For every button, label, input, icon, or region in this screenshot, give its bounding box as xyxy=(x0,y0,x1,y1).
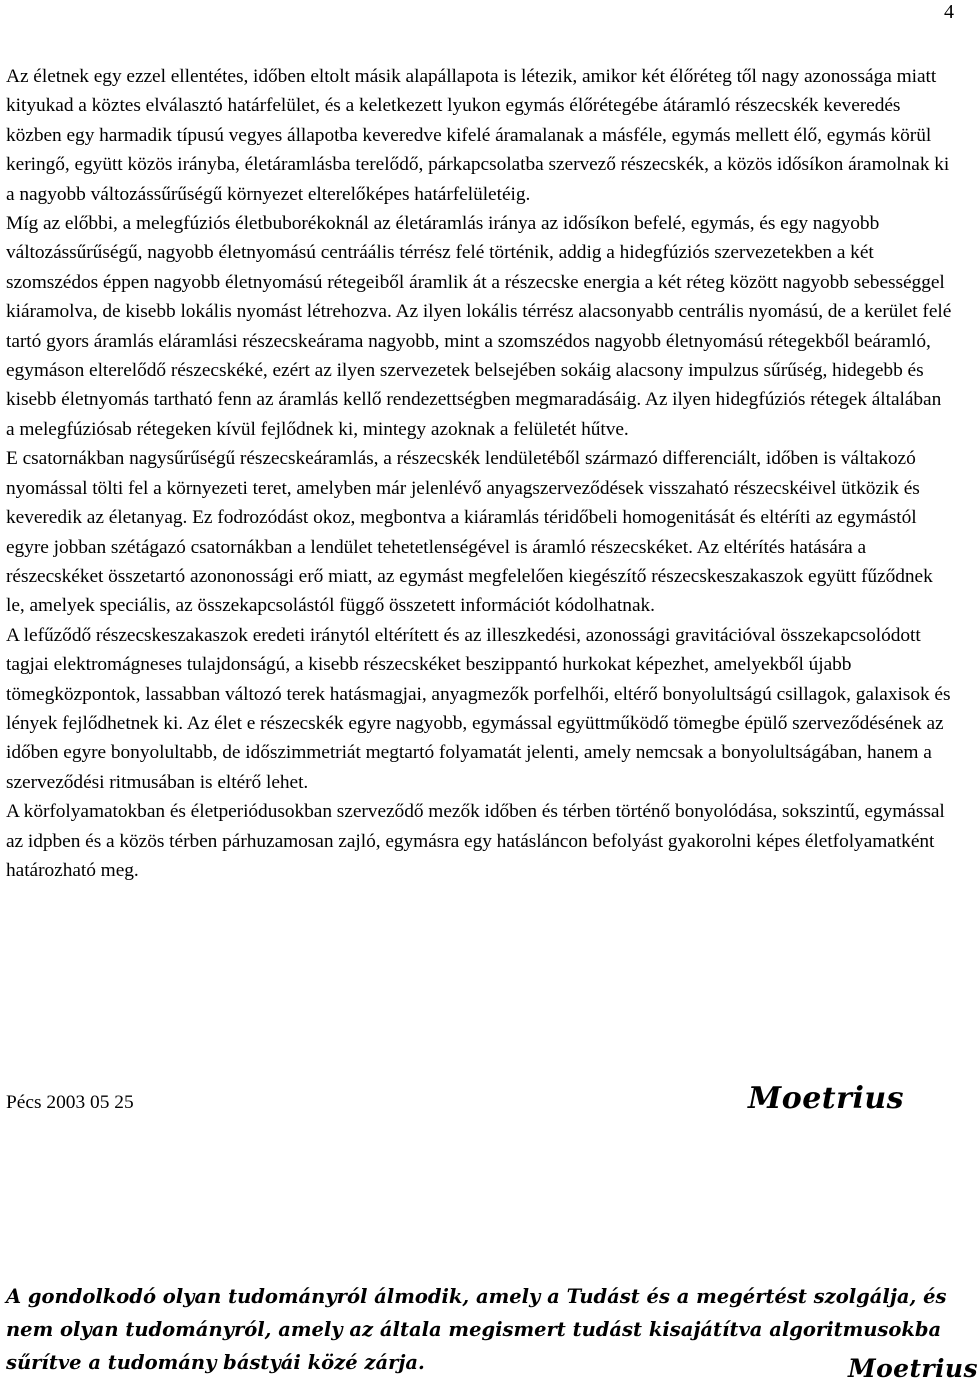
paragraph: A lefűződő részecskeszakaszok eredeti iránytól eltérített és az illeszkedési, azonossági gravitációval összekapcsolódott tagjai elektromágneses tulajdonságú, a kisebb részecskéket beszippantó hurkokat képezhet, amelyekből újabb tömegközpontok, lassabban változó terek hatásmagjai, anyagmezők porfelhői, eltérő bonyolultságú csillagok, galaxisok és lények fejlődhetnek ki. Az élet e részecskék egyre nagyobb, egymással együttműködő tömegbe épülő szerveződésének az időben egyre bonyolultabb, de időszimmetriát megtartó folyamatát jelenti, amely nemcsak a bonyolultságában, hanem a szerveződési ritmusában is eltérő lehet. xyxy=(6,624,951,793)
date-line: Pécs 2003 05 25 xyxy=(6,1092,134,1113)
author-signature-bottom: Moetrius xyxy=(848,1354,978,1383)
paragraph: A körfolyamatokban és életperiódusokban szerveződő mezők időben és térben történő bonyolódása, sokszintű, egymással az idpben és a közös térben párhuzamosan zajló, egymásra egy hatásláncon befolyást gyakorolni képes életfolyamatként határozható meg. xyxy=(6,801,945,881)
paragraph: Az életnek egy ezzel ellentétes, időben eltolt másik alapállapota is létezik, amikor két élőréteg től nagy azonossága miatt kityukad a köztes elválasztó határfelület, és a keletkezett lyukon egymás élőrétegébe átáramló részecskék keveredés közben egy harmadik típusú vegyes állapotba keveredve kifelé áramalanak a másféle, egymás mellett élő, egymás körül keringő, együtt közös irányba, életáramlásba terelődő, párkapcsolatba szervező részecskék, a közös idősíkon áramolnak ki a nagyobb változássűrűségű környezet elterelőképes határfelületéig. xyxy=(6,66,950,205)
paragraph: E csatornákban nagysűrűségű részecskeáramlás, a részecskék lendületéből származó differenciált, időben is váltakozó nyomással tölti fel a környezeti teret, amelyben már jelenlévő anyagszerveződések visszaható részecskéivel ütközik és keveredik az életanyag. Ez fodrozódást okoz, megbontva a kiáramlás téridőbeli homogenitását és eltéríti az egymástól egyre jobban szétágazó csatornákban a lendület tehetetlenségével is áramló részecskéket. Az eltérítés hatására a részecskéket összetartó azononossági erő miatt, az egymást megfelelően kiegészítő részecskeszakaszok együtt fűződnek le, amelyek speciális, az összekapcsolástól függő összetett információt kódolhatnak. xyxy=(6,448,933,617)
paragraph: Míg az előbbi, a melegfúziós életbuborékoknál az életáramlás iránya az idősíkon befelé, egymás, és egy nagyobb változássűrűségű, nagyobb életnyomású centráális térrész felé történik, addig a hidegfúziós szervezetekben a két szomszédos éppen nagyobb életnyomású rétegeiből áramlik át a részecske energia a két réteg között nagyobb sebességgel kiáramolva, de kisebb lokális nyomást létrehozva. Az ilyen lokális térrész alacsonyabb centrális nyomású, de a kerület felé tartó gyors áramlás eláramlási részecskeárama nagyobb, mint a szomszédos nagyobb életnyomású rétegekből beáramló, egymáson elterelődő részecskéké, ezért az ilyen szervezetek belsejében sokáig alacsony impulzus sűrűség, hidegebb és kisebb életnyomás tartható fenn az áramlás kellő rendezettségben megmaradásáig. Az ilyen hidegfúziós rétegek általában a melegfúziósab rétegeken kívül fejlődnek ki, mintegy azoknak a felületét hűtve. xyxy=(6,213,952,440)
author-signature: Moetrius xyxy=(748,1081,905,1116)
motto-quote: A gondolkodó olyan tudományról álmodik, amely a Tudást és a megértést szolgálja, és nem olyan tudományról, amely az általa megismert tudást kisajátítva algoritmusokba sűrítve a tudomány bástyái közé zárja. xyxy=(6,1285,947,1374)
document-body xyxy=(6,62,954,885)
page-number: 4 xyxy=(944,1,954,23)
